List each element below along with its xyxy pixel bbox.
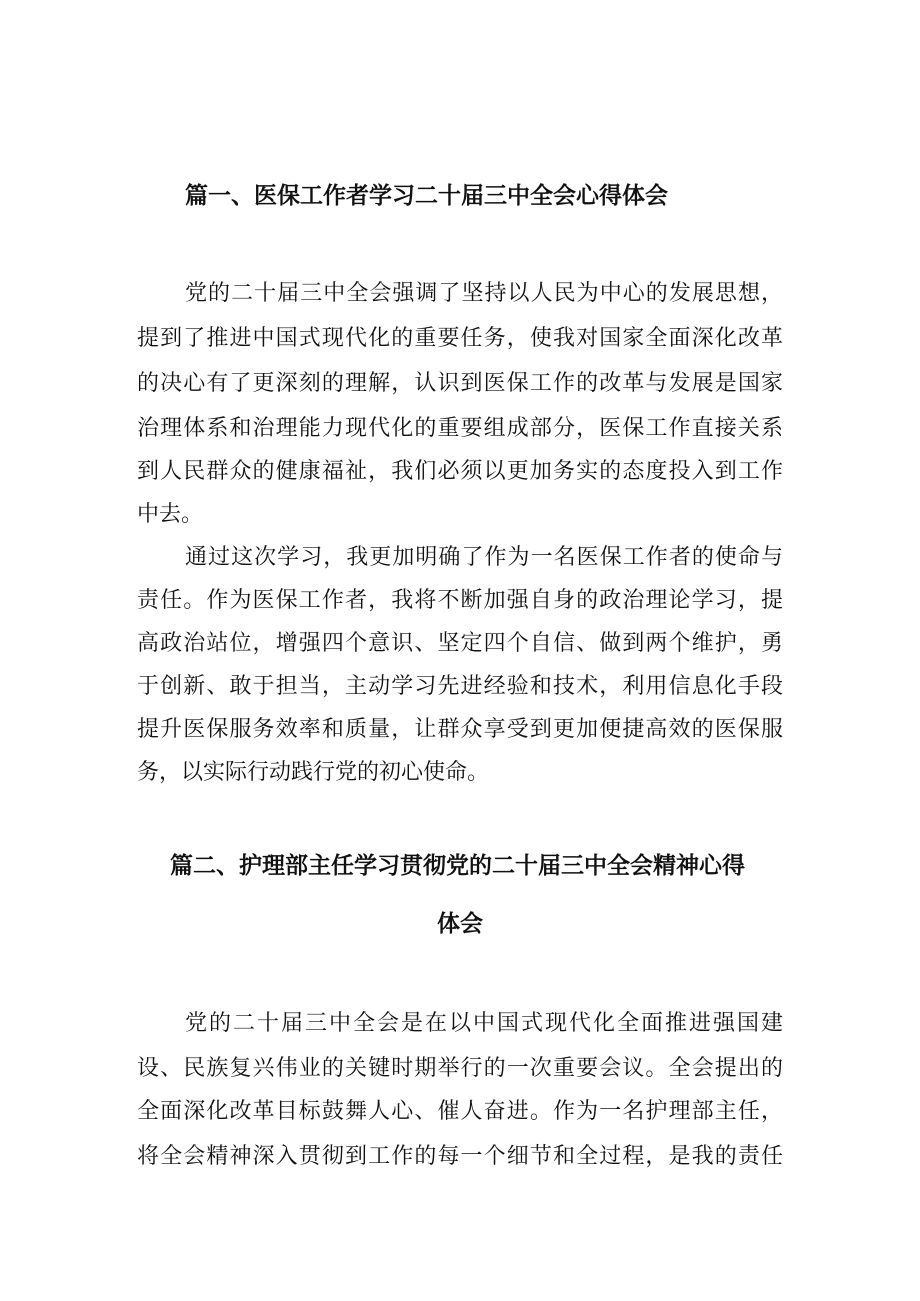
text-line: 到人民群众的健康福祉，我们必须以更加务实的态度投入到工作 <box>137 459 783 484</box>
text-line: 将全会精神深入贯彻到工作的每一个细节和全过程，是我的责任 <box>137 1144 783 1169</box>
text-line: 责任。作为医保工作者，我将不断加强自身的政治理论学习，提 <box>137 588 783 613</box>
section2-title-line1: 篇二、护理部主任学习贯彻党的二十届三中全会精神心得 <box>170 853 745 879</box>
text-line: 提升医保服务效率和质量，让群众享受到更加便捷高效的医保服 <box>137 717 783 742</box>
text-line: 于创新、敢于担当，主动学习先进经验和技术，利用信息化手段 <box>137 674 783 699</box>
text-line: 的决心有了更深刻的理解，认识到医保工作的改革与发展是国家 <box>137 371 783 396</box>
text-line: 通过这次学习，我更加明确了作为一名医保工作者的使命与 <box>185 545 783 570</box>
text-line: 治理体系和治理能力现代化的重要组成部分，医保工作直接关系 <box>137 416 783 441</box>
text-line: 务，以实际行动践行党的初心使命。 <box>137 760 490 785</box>
section1-title: 篇一、医保工作者学习二十届三中全会心得体会 <box>185 183 668 209</box>
text-line: 党的二十届三中全会强调了坚持以人民为中心的发展思想， <box>185 281 783 306</box>
text-line: 党的二十届三中全会是在以中国式现代化全面推进强国建 <box>185 1011 783 1036</box>
text-line: 设、民族复兴伟业的关键时期举行的一次重要会议。全会提出的 <box>137 1056 783 1081</box>
text-line: 提到了推进中国式现代化的重要任务，使我对国家全面深化改革 <box>137 326 783 351</box>
text-line: 高政治站位，增强四个意识、坚定四个自信、做到两个维护，勇 <box>137 631 783 656</box>
section2-title-line2: 体会 <box>437 911 483 937</box>
text-line: 全面深化改革目标鼓舞人心、催人奋进。作为一名护理部主任， <box>137 1099 783 1124</box>
text-line: 中去。 <box>137 502 204 527</box>
